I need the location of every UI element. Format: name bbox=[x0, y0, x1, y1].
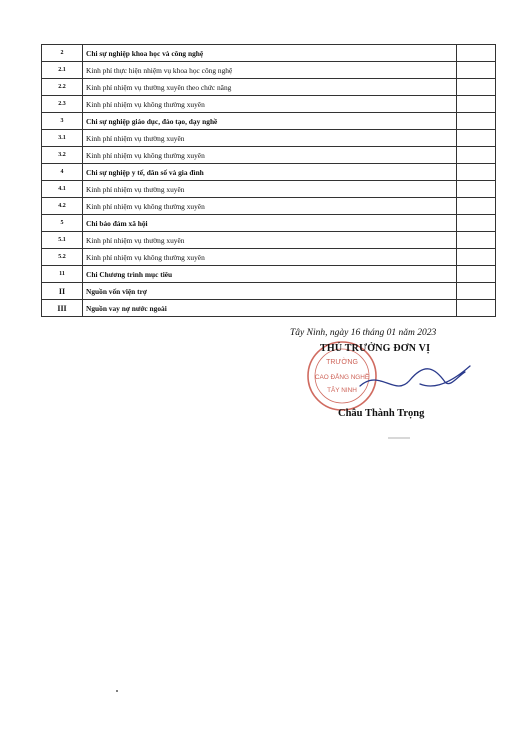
handwritten-signature bbox=[350, 358, 480, 398]
table-row bbox=[42, 215, 496, 232]
row-value bbox=[457, 232, 496, 249]
row-number: 5.1 bbox=[42, 232, 83, 249]
row-label: Nguồn vốn viện trợ bbox=[83, 283, 457, 300]
table-row bbox=[42, 232, 496, 249]
row-label: Kinh phí thực hiện nhiệm vụ khoa học công nghệ bbox=[83, 62, 457, 79]
row-value bbox=[457, 79, 496, 96]
row-number: 2 bbox=[42, 45, 83, 62]
table-row bbox=[42, 283, 496, 300]
row-label: Chi sự nghiệp y tế, dân số và gia đình bbox=[83, 164, 457, 181]
row-number: 4 bbox=[42, 164, 83, 181]
signer-title: THỦ TRƯỞNG ĐƠN VỊ bbox=[320, 343, 431, 354]
row-number: 3.1 bbox=[42, 130, 83, 147]
row-label: Kinh phí nhiệm vụ không thường xuyên bbox=[83, 198, 457, 215]
table-row bbox=[42, 249, 496, 266]
row-number: 3 bbox=[42, 113, 83, 130]
row-label: Kinh phí nhiệm vụ không thường xuyên bbox=[83, 147, 457, 164]
row-label: Chi sự nghiệp khoa học và công nghệ bbox=[83, 45, 457, 62]
row-label: Chi Chương trình mục tiêu bbox=[83, 266, 457, 283]
row-value bbox=[457, 215, 496, 232]
row-number: III bbox=[42, 300, 83, 317]
row-label: Kinh phí nhiệm vụ thường xuyên bbox=[83, 181, 457, 198]
row-label: Kinh phí nhiệm vụ không thường xuyên bbox=[83, 249, 457, 266]
table-row bbox=[42, 45, 496, 62]
row-label: Kinh phí nhiệm vụ thường xuyên bbox=[83, 130, 457, 147]
row-number: II bbox=[42, 283, 83, 300]
row-value bbox=[457, 147, 496, 164]
row-number: 4.2 bbox=[42, 198, 83, 215]
stamp-text-mid: CAO ĐẲNG NGHỀ bbox=[314, 374, 370, 381]
row-value bbox=[457, 45, 496, 62]
date-line: Tây Ninh, ngày 16 tháng 01 năm 2023 bbox=[290, 328, 437, 338]
signer-name: Châu Thành Trọng bbox=[338, 408, 425, 419]
row-label: Nguồn vay nợ nước ngoài bbox=[83, 300, 457, 317]
row-value bbox=[457, 249, 496, 266]
table-row bbox=[42, 164, 496, 181]
table-row bbox=[42, 62, 496, 79]
row-number: 2.3 bbox=[42, 96, 83, 113]
row-label: Chi sự nghiệp giáo dục, đào tạo, dạy nghề bbox=[83, 113, 457, 130]
stray-mark bbox=[388, 437, 410, 439]
row-number: 5.2 bbox=[42, 249, 83, 266]
row-label: Kinh phí nhiệm vụ thường xuyên bbox=[83, 232, 457, 249]
row-number: 3.2 bbox=[42, 147, 83, 164]
stamp-text-bottom: TÂY NINH bbox=[327, 387, 357, 394]
row-label: Kinh phí nhiệm vụ thường xuyên theo chức năng bbox=[83, 79, 457, 96]
row-value bbox=[457, 62, 496, 79]
row-value bbox=[457, 181, 496, 198]
row-label: Chi bảo đảm xã hội bbox=[83, 215, 457, 232]
table-row bbox=[42, 181, 496, 198]
table-row bbox=[42, 79, 496, 96]
stray-dot bbox=[116, 690, 118, 692]
table-row bbox=[42, 113, 496, 130]
row-number: 2.2 bbox=[42, 79, 83, 96]
budget-table bbox=[41, 44, 496, 317]
table-row bbox=[42, 130, 496, 147]
budget-table-body bbox=[42, 45, 496, 317]
table-row bbox=[42, 266, 496, 283]
row-value bbox=[457, 113, 496, 130]
row-number: 11 bbox=[42, 266, 83, 283]
row-value bbox=[457, 164, 496, 181]
row-value bbox=[457, 266, 496, 283]
row-label: Kinh phí nhiệm vụ không thường xuyên bbox=[83, 96, 457, 113]
row-value bbox=[457, 96, 496, 113]
row-value bbox=[457, 130, 496, 147]
table-row bbox=[42, 96, 496, 113]
row-number: 4.1 bbox=[42, 181, 83, 198]
table-row bbox=[42, 300, 496, 317]
row-number: 2.1 bbox=[42, 62, 83, 79]
stamp-text-top: TRƯỜNG bbox=[326, 359, 358, 366]
row-value bbox=[457, 198, 496, 215]
row-value bbox=[457, 300, 496, 317]
row-value bbox=[457, 283, 496, 300]
table-row bbox=[42, 198, 496, 215]
table-row bbox=[42, 147, 496, 164]
row-number: 5 bbox=[42, 215, 83, 232]
